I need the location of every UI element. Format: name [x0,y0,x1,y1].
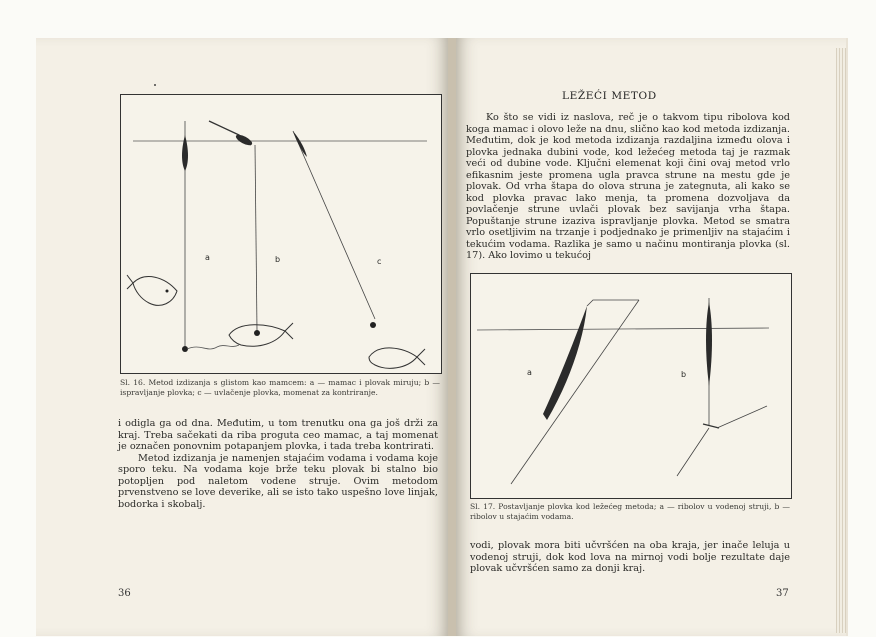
left-paragraph-1: i odigla ga od dna. Međutim, u tom trenutku ona ga još drži za kraj. Treba sačekati da riba proguta ceo mamac, a taj momenat je označen ponovnim potapanjem plovka, i tada treba kontrirati. [118,418,438,452]
right-page-number: 37 [776,588,789,599]
left-body-text [118,418,438,510]
chapter-title: LEŽEĆI METOD [562,90,657,102]
figure-16-illustration [121,95,441,373]
page-edge-stack [836,48,846,633]
right-paragraph-2: vodi, plovak mora biti učvršćen na oba kraja, jer inače leluja u vodenoj struji, dok kod lova na mirnoj vodi bolje rezultate daje plovak učvršćen samo za donji kraj. [470,540,790,574]
figure-17-illustration [471,274,791,498]
left-page [36,38,448,636]
figure-17 [470,273,792,499]
figure-16-caption: Sl. 16. Metod izdizanja s glistom kao mamcem: a — mamac i plovak miruju; b — ispravljanje plovka; c — uvlačenje plovka, momenat za kontriranje. [120,378,440,397]
open-book [36,38,848,636]
left-paragraph-2: Metod izdizanja je namenjen stajaćim vodama i vodama koje sporo teku. Na vodama koje brže teku plovak bi stalno bio potopljen pod naletom vodene struje. Ovim metodom prvenstveno se love deverike, ali se isto tako uspešno love linjak, bodorka i skobalj. [118,452,438,510]
figure-16-label-c: c [377,257,382,266]
figure-17-caption: Sl. 17. Postavljanje plovka kod ležećeg metoda; a — ribolov u vodenoj struji, b — ribolov u stajaćim vodama. [470,502,790,521]
figure-17-label-b: b [681,370,687,379]
figure-16-label-a: a [205,253,210,262]
figure-16 [120,94,442,374]
print-speck [154,84,156,86]
book-gutter [448,38,456,636]
right-page [456,38,846,636]
right-paragraph-1: Ko što se vidi iz naslova, reč je o takvom tipu ribolova kod koga mamac i olovo leže na dnu, slično kao kod metoda izdizanja. Međutim, dok je kod metoda izdizanja razdaljina između olova i plovka jednaka dubini vode, kod ležećeg metoda taj je razmak veći od dubine vode. Ključni elemenat koji čini ovaj metod vrlo efikasnim jeste promena ugla pravca strune na mestu gde je plovak. Od vrha štapa do olova struna je zategnuta, ali kako se kod plovka pravac lako menja, ta promena dozvoljava da povlačenje strune uvlači plovak bez savijanja vrha štapa. Popuštanje strune izaziva ispravljanje plovka. Metod se smatra vrlo osetljivim na trzanje i podjednako je primenljiv na stajaćim i tekućim vodama. Razlika je samo u načinu montiranja plovka (sl. 17). Ako lovimo u tekućoj [466,112,790,261]
left-page-number: 36 [118,588,131,599]
figure-17-label-a: a [527,368,532,377]
figure-16-label-b: b [275,255,281,264]
